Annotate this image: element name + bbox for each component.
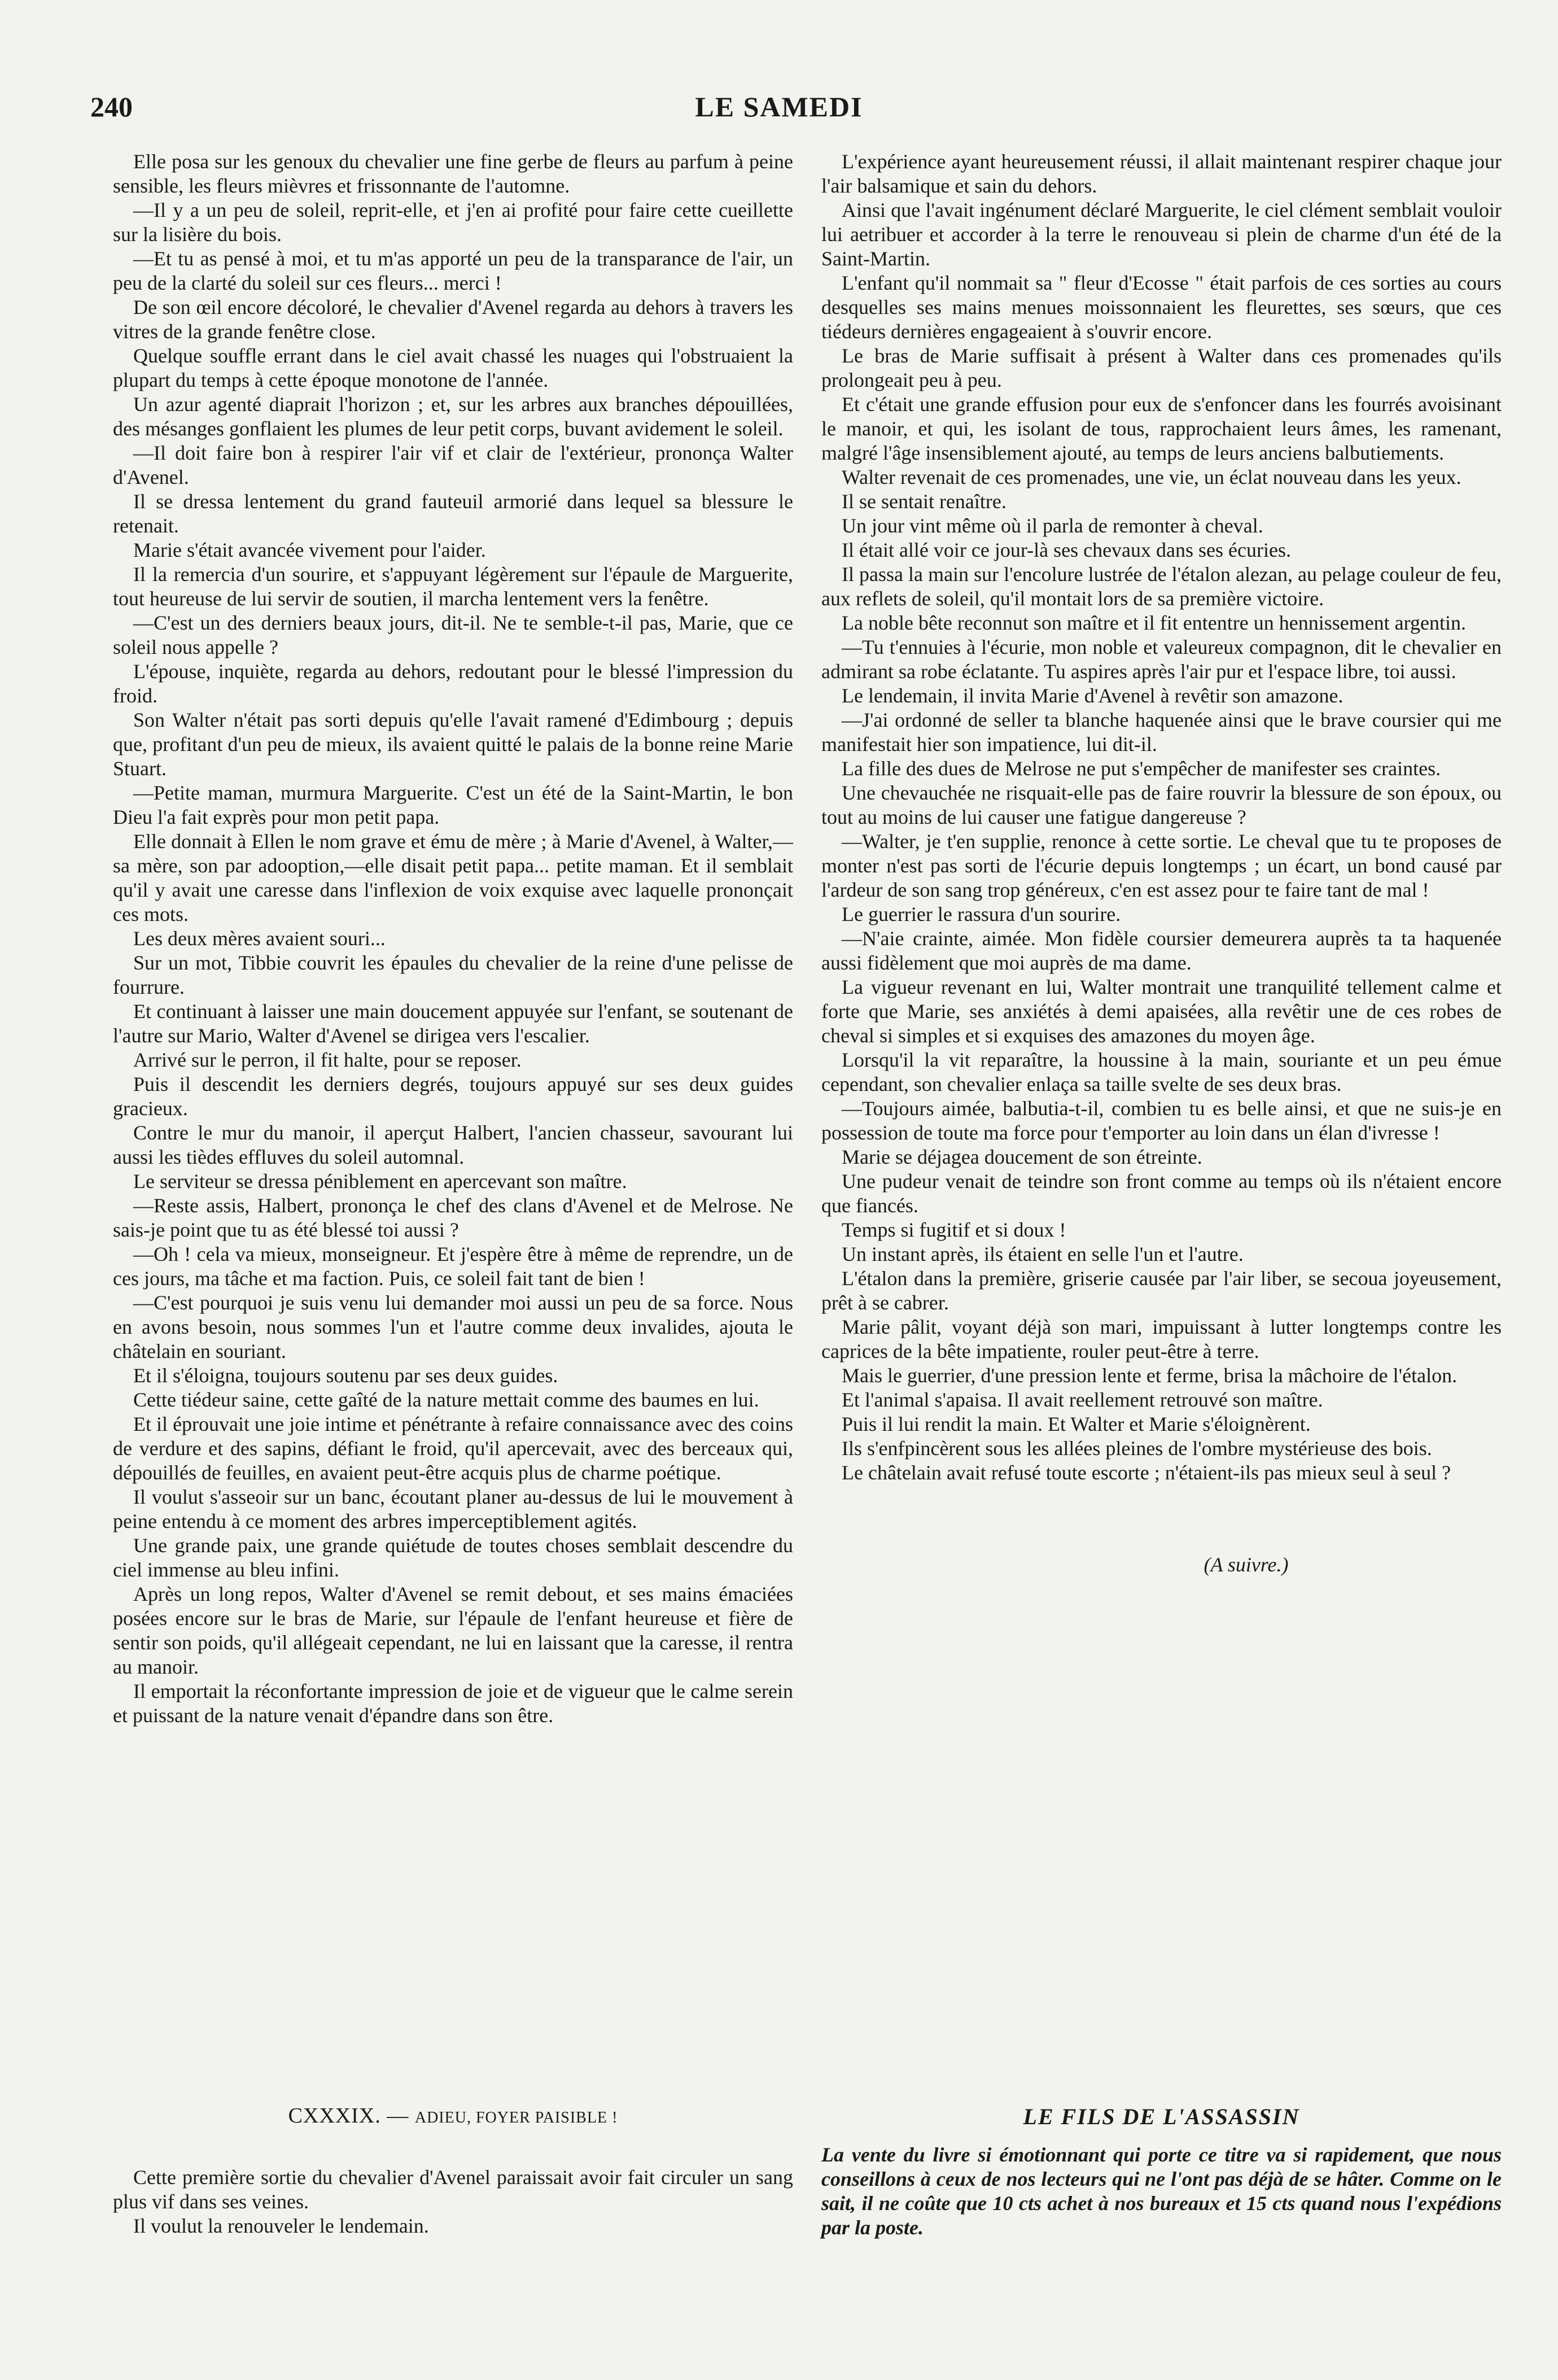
paragraph: Lorsqu'il la vit reparaître, la houssine à la main, souriante et un peu émue cependant, son chevalier enlaça sa taille svelte de ses deux bras. (821, 1049, 1502, 1095)
paragraph: Un azur agenté diaprait l'horizon ; et, sur les arbres aux branches dépouillées, des mésanges gonflaient les plumes de leur petit corps, buvant avidement le soleil. (113, 393, 793, 440)
paragraph: Cette première sortie du chevalier d'Avenel paraissait avoir fait circuler un sang plus vif dans ses veines. (113, 2166, 793, 2213)
paragraph: Le lendemain, il invita Marie d'Avenel à revêtir son amazone. (842, 684, 1343, 707)
paragraph: —C'est un des derniers beaux jours, dit-il. Ne te semble-t-il pas, Marie, que ce soleil nous appelle ? (113, 612, 793, 658)
paragraph: L'épouse, inquiète, regarda au dehors, redoutant pour le blessé l'impression du froid. (113, 660, 793, 707)
paragraph: Il emportait la réconfortante impression de joie et de vigueur que le calme serein et puissant de la nature venait d'épandre dans son être. (113, 1680, 793, 1727)
paragraph: —N'aie crainte, aimée. Mon fidèle coursier demeurera auprès ta ta haquenée aussi fidèlement que moi auprès de ma dame. (821, 927, 1502, 974)
paragraph: Il se dressa lentement du grand fauteuil armorié dans lequel sa blessure le retenait. (113, 490, 793, 537)
paragraph: Il la remercia d'un sourire, et s'appuyant légèrement sur l'épaule de Marguerite, tout heureuse de lui servir de soutien, il marcha lentement vers la fenêtre. (113, 563, 793, 610)
paragraph: Et l'animal s'apaisa. Il avait reellement retrouvé son maître. (842, 1388, 1323, 1411)
paragraph: Contre le mur du manoir, il aperçut Halbert, l'ancien chasseur, savourant lui aussi les tièdes effluves du soleil automnal. (113, 1121, 793, 1168)
paragraph: Ainsi que l'avait ingénument déclaré Marguerite, le ciel clément semblait vouloir lui aetribuer et accorder à la terre le renouveau si plein de charme d'un été de la Saint-Martin. (821, 199, 1502, 270)
left-column (113, 150, 793, 1728)
paragraph: Marie s'était avancée vivement pour l'aider. (133, 539, 486, 561)
paragraph: Sur un mot, Tibbie couvrit les épaules du chevalier de la reine d'une pelisse de fourrure. (113, 951, 793, 998)
paragraph: Une grande paix, une grande quiétude de toutes choses semblait descendre du ciel immense au bleu infini. (113, 1534, 793, 1581)
paragraph: —Et tu as pensé à moi, et tu m'as apporté un peu de la transparance de l'air, un peu de la clarté du soleil sur ces fleurs... merci ! (113, 247, 793, 294)
paragraph: Une chevauchée ne risquait-elle pas de faire rouvrir la blessure de son époux, ou tout au moins de lui causer une fatigue dangereuse ? (821, 781, 1502, 828)
paragraph: Il passa la main sur l'encolure lustrée de l'étalon alezan, au pelage couleur de feu, aux reflets de soleil, qu'il montait lors de sa première victoire. (821, 563, 1502, 610)
paragraph: Et il éprouvait une joie intime et pénétrante à refaire connaissance avec des coins de verdure et des sapins, défiant le froid, qu'il apercevait, avec des berceaux qui, dépouillés de feuilles, en avaient peut-être acquis plus de charme poétique. (113, 1413, 793, 1484)
right-column (821, 150, 1502, 1577)
paragraph: Il voulut s'asseoir sur un banc, écoutant planer au-dessus de lui le mouvement à peine entendu à ce moment des arbres imperceptiblement agités. (113, 1486, 793, 1532)
paragraph: Et c'était une grande effusion pour eux de s'enfoncer dans les fourrés avoisinant le manoir, et qui, les isolant de tous, rapprochaient leurs âmes, les ramenant, malgré l'âge insensiblement ajouté, au temps de leurs anciens balbutiements. (821, 393, 1502, 464)
paragraph: L'expérience ayant heureusement réussi, il allait maintenant respirer chaque jour l'air balsamique et sain du dehors. (821, 150, 1502, 197)
paragraph: Les deux mères avaient souri... (133, 927, 386, 950)
paragraph: —Tu t'ennuies à l'écurie, mon noble et valeureux compagnon, dit le chevalier en admirant sa robe éclatante. Tu aspires après l'air pur et l'espace libre, toi aussi. (821, 636, 1502, 683)
left-column-tail (113, 2165, 793, 2238)
paragraph: Il se sentait renaître. (842, 490, 1006, 513)
to-be-continued: (A suivre.) (1203, 1553, 1289, 1576)
paragraph: Le châtelain avait refusé toute escorte ; n'étaient-ils pas mieux seul à seul ? (842, 1461, 1451, 1484)
paragraph: Ils s'enfpincèrent sous les allées pleines de l'ombre mystérieuse des bois. (842, 1437, 1432, 1460)
paragraph: Un instant après, ils étaient en selle l'un et l'autre. (842, 1243, 1244, 1265)
paragraph: Cette tiédeur saine, cette gaîté de la nature mettait comme des baumes en lui. (133, 1388, 759, 1411)
ad-title: LE FILS DE L'ASSASSIN (1023, 2104, 1300, 2129)
paragraph: —Petite maman, murmura Marguerite. C'est un été de la Saint-Martin, le bon Dieu l'a fait exprès pour mon petit papa. (113, 781, 793, 828)
paragraph: La vigueur revenant en lui, Walter montrait une tranquilité tellement calme et forte que Marie, ses anxiétés à demi apaisées, alla revêtir une de ces robes de cheval si simples et si exquises des amazones du moyen âge. (821, 976, 1502, 1047)
paragraph: De son œil encore décoloré, le chevalier d'Avenel regarda au dehors à travers les vitres de la grande fenêtre close. (113, 296, 793, 343)
paragraph: Arrivé sur le perron, il fit halte, pour se reposer. (133, 1049, 522, 1071)
paragraph: Puis il descendit les derniers degrés, toujours appuyé sur ses deux guides gracieux. (113, 1073, 793, 1120)
paragraph: Et il s'éloigna, toujours soutenu par ses deux guides. (133, 1364, 558, 1387)
paragraph: —Toujours aimée, balbutia-t-il, combien tu es belle ainsi, et que ne suis-je en possession de toute ma force pour t'emporter au loin dans un élan d'ivresse ! (821, 1097, 1502, 1144)
paragraph: L'enfant qu'il nommait sa " fleur d'Ecosse " était parfois de ces sorties au cours desquelles ses mains menues moissonnaient les fleurettes, ses sœurs, que ces tiédeurs dernières engageaient à s'ouvrir encore. (821, 272, 1502, 343)
page-header (90, 90, 1468, 136)
paragraph: Et continuant à laisser une main doucement appuyée sur l'enfant, se soutenant de l'autre sur Mario, Walter d'Avenel se dirigea vers l'escalier. (113, 1000, 793, 1047)
paragraph: —Walter, je t'en supplie, renonce à cette sortie. Le cheval que tu te proposes de monter n'est pas sorti de l'écurie depuis longtemps ; un écart, un bond causé par l'ardeur de son sang trop généreux, c'en est assez pour te faire tant de mal ! (821, 830, 1502, 901)
paragraph: —Oh ! cela va mieux, monseigneur. Et j'espère être à même de reprendre, un de ces jours, ma tâche et ma faction. Puis, ce soleil fait tant de bien ! (113, 1243, 793, 1290)
paragraph: Temps si fugitif et si doux ! (842, 1219, 1066, 1241)
ad-body: La vente du livre si émotionnant qui porte ce titre va si rapidement, que nous conseillons à ceux de nos lecteurs qui ne l'ont pas déjà de se hâter. Comme on le sait, il ne coûte que 10 cts achet à nos bureaux et 15 cts quand nous l'expédions par la poste. (821, 2143, 1502, 2239)
paragraph: Après un long repos, Walter d'Avenel se remit debout, et ses mains émaciées posées encore sur le bras de Marie, sur l'épaule de l'enfant heureuse et fière de sentir son poids, qu'il allégeait cependant, ne lui en laissant que la caresse, il rentra au manoir. (113, 1583, 793, 1678)
chapter-number: CXXXIX. — (288, 2104, 409, 2128)
page-number: 240 (90, 91, 133, 123)
paragraph: Le guerrier le rassura d'un sourire. (842, 903, 1121, 925)
paragraph: La noble bête reconnut son maître et il fit ententre un hennissement argentin. (842, 612, 1466, 634)
paragraph: —Reste assis, Halbert, prononça le chef des clans d'Avenel et de Melrose. Ne sais-je point que tu as été blessé toi aussi ? (113, 1194, 793, 1241)
paragraph: Marie se déjagea doucement de son étreinte. (842, 1146, 1202, 1168)
paragraph: Walter revenait de ces promenades, une vie, un éclat nouveau dans les yeux. (842, 466, 1461, 488)
paragraph: La fille des dues de Melrose ne put s'empêcher de manifester ses craintes. (842, 757, 1441, 780)
paragraph: Son Walter n'était pas sorti depuis qu'elle l'avait ramené d'Edimbourg ; depuis que, profitant d'un peu de mieux, ils avaient quitté le palais de la bonne reine Marie Stuart. (113, 709, 793, 780)
chapter-title: ADIEU, FOYER PAISIBLE ! (414, 2109, 618, 2126)
paragraph: Elle posa sur les genoux du chevalier une fine gerbe de fleurs au parfum à peine sensible, les fleurs mièvres et frissonnante de l'automne. (113, 150, 793, 197)
paragraph: —J'ai ordonné de seller ta blanche haquenée ainsi que le brave coursier qui me manifestait hier son impatience, lui dit-il. (821, 709, 1502, 756)
paragraph: Marie pâlit, voyant déjà son mari, impuissant à lutter longtemps contre les caprices de la bête impatiente, rouler peut-être à terre. (821, 1316, 1502, 1363)
paragraph: Elle donnait à Ellen le nom grave et ému de mère ; à Marie d'Avenel, à Walter,—sa mère, son par adooption,—elle disait petit papa... petite maman. Et il semblait qu'il y avait une caresse dans l'inflexion de voix exquise avec laquelle prononçait ces mots. (113, 830, 793, 925)
chapter-heading (113, 2103, 793, 2128)
paragraph: Puis il lui rendit la main. Et Walter et Marie s'éloignèrent. (842, 1413, 1311, 1435)
paragraph: Quelque souffle errant dans le ciel avait chassé les nuages qui l'obstruaient la plupart du temps à cette époque monotone de l'année. (113, 344, 793, 391)
paragraph: Il voulut la renouveler le lendemain. (133, 2215, 429, 2237)
paragraph: —C'est pourquoi je suis venu lui demander moi aussi un peu de sa force. Nous en avons besoin, nous sommes l'un et l'autre comme deux invalides, ajouta le châtelain en souriant. (113, 1291, 793, 1363)
paragraph: Mais le guerrier, d'une pression lente et ferme, brisa la mâchoire de l'étalon. (842, 1364, 1458, 1387)
paragraph: L'étalon dans la première, griserie causée par l'air liber, se secoua joyeusement, prêt à se cabrer. (821, 1267, 1502, 1314)
paragraph: Le serviteur se dressa péniblement en apercevant son maître. (133, 1170, 627, 1193)
paragraph: Le bras de Marie suffisait à présent à Walter dans ces promenades qu'ils prolongeait peu à peu. (821, 344, 1502, 391)
paragraph: Un jour vint même où il parla de remonter à cheval. (842, 514, 1263, 537)
paragraph: —Il y a un peu de soleil, reprit-elle, et j'en ai profité pour faire cette cueillette sur la lisière du bois. (113, 199, 793, 246)
publication-title: LE SAMEDI (695, 91, 863, 123)
paragraph: Il était allé voir ce jour-là ses chevaux dans ses écuries. (842, 539, 1291, 561)
paragraph: Une pudeur venait de teindre son front comme au temps où ils n'étaient encore que fiancés. (821, 1170, 1502, 1217)
paragraph: —Il doit faire bon à respirer l'air vif et clair de l'extérieur, prononça Walter d'Avenel. (113, 442, 793, 488)
